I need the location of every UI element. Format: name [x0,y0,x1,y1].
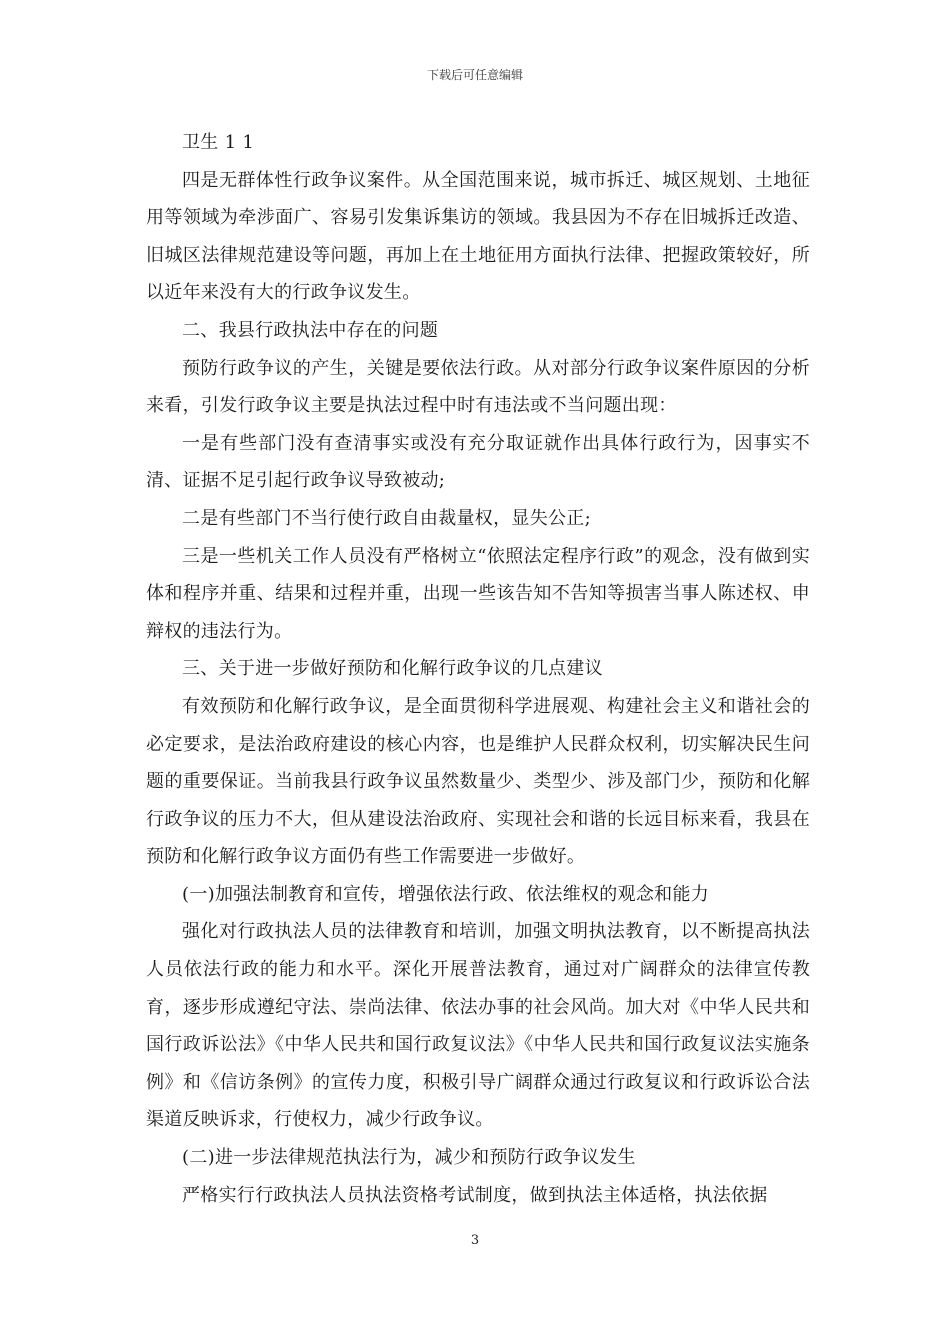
paragraph-5: 二是有些部门不当行使行政自由裁量权，显失公正; [182,507,591,529]
section-heading-2: 二、我县行政执法中存在的问题 [182,319,439,341]
header-note: 下载后可任意编辑 [426,68,523,82]
paragraph-1: 四是无群体性行政争议案件。从全国范围来说，城市拆迁、城区规划、土地征用等领域为牵涉面广、容易引发集诉集访的领域。我县因为不存在旧城拆迁改造、旧城区法律规范建设等问题，再加上在土地征用方面执行法律、把握政策较好，所以近年来没有大的行政争议发生。 [146,169,810,304]
page-number: 3 [470,1233,480,1248]
section-heading-3: 三、关于进一步做好预防和化解行政争议的几点建议 [182,658,603,680]
paragraph-3: 预防行政争议的产生，关键是要依法行政。从对部分行政争议案件原因的分析来看，引发行政争议主要是执法过程中时有违法或不当问题出现： [146,357,810,417]
paragraph-10: 强化对行政执法人员的法律教育和培训，加强文明执法教育，以不断提高执法人员依法行政的能力和水平。深化开展普法教育，通过对广阔群众的法律宣传教育，逐步形成遵纪守法、崇尚法律、依法办事的社会风尚。加大对《中华人民共和国行政诉讼法》《中华人民共和国行政复议法》《中华人民共和国行政复议法实施条例》和《信访条例》的宣传力度，积极引导广阔群众通过行政复议和行政诉讼合法渠道反映诉求，行使权力，减少行政争议。 [146,921,810,1131]
paragraph-6: 三是一些机关工作人员没有严格树立“依照法定程序行政”的观念，没有做到实体和程序并重、结果和过程并重，出现一些该告知不告知等损害当事人陈述权、申辩权的违法行为。 [146,545,810,642]
paragraph-0: 卫生 1 1 [182,132,255,153]
document-body [146,124,810,1214]
subsection-heading-1: (一)加强法制教育和宣传，增强依法行政、依法维权的观念和能力 [182,883,710,905]
paragraph-12: 严格实行行政执法人员执法资格考试制度，做到执法主体适格，执法依据 [182,1184,768,1206]
subsection-heading-2: (二)进一步法律规范执法行为，减少和预防行政争议发生 [182,1147,636,1169]
paragraph-4: 一是有些部门没有查清事实或没有充分取证就作出具体行政行为，因事实不清、证据不足引起行政争议导致被动; [146,432,810,492]
paragraph-8: 有效预防和化解行政争议，是全面贯彻科学进展观、构建社会主义和谐社会的必定要求，是法治政府建设的核心内容，也是维护人民群众权利，切实解决民生问题的重要保证。当前我县行政争议虽然数量少、类型少、涉及部门少，预防和化解行政争议的压力不大，但从建设法治政府、实现社会和谐的长远目标来看，我县在预防和化解行政争议方面仍有些工作需要进一步做好。 [146,695,810,868]
